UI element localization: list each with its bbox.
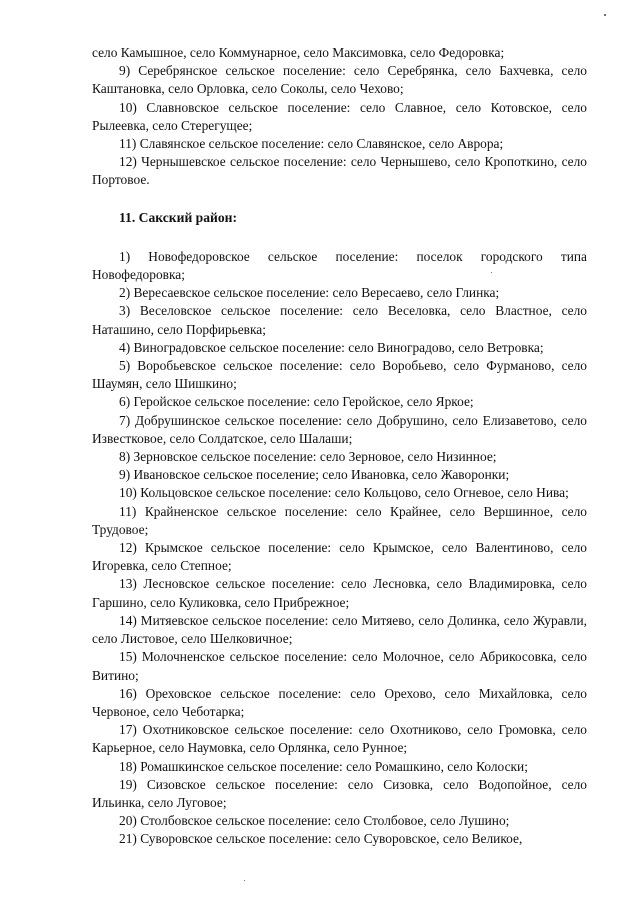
list-item: 6) Геройское сельское поселение: село Геройское, село Яркое;	[119, 394, 474, 410]
list-item: 9) Серебрянское сельское поселение: село Серебрянка, село Бахчевка, село Каштановка, село Орловка, село Соколы, село Чехово;	[92, 63, 587, 97]
list-item: 11) Славянское сельское поселение: село Славянское, село Аврора;	[119, 136, 504, 152]
list-item: 16) Ореховское сельское поселение: село Орехово, село Михайловка, село Червоное, село Чеботарка;	[92, 685, 587, 719]
list-item: 20) Столбовское сельское поселение: село Столбовое, село Лушино;	[119, 813, 510, 829]
list-item: 19) Сизовское сельское поселение: село Сизовка, село Водопойное, село Ильинка, село Луговое;	[92, 776, 587, 810]
continuation-line: село Камышное, село Коммунарное, село Максимовка, село Федоровка;	[92, 45, 505, 60]
list-item: 12) Чернышевское сельское поселение: село Чернышево, село Кропоткино, село Портовое.	[92, 154, 587, 188]
list-item: 2) Вересаевское сельское поселение: село Вересаево, село Глинка;	[119, 285, 500, 301]
list-item: 14) Митяевское сельское поселение: село Митяево, село Долинка, село Журавли, село Листовое, село Шелковичное;	[92, 612, 587, 647]
list-before-heading	[92, 62, 587, 189]
list-item: 18) Ромашкинское сельское поселение: село Ромашкино, село Колоски;	[119, 758, 528, 774]
list-item: 3) Веселовское сельское поселение: село Веселовка, село Властное, село Наташино, село Порфирьевка;	[92, 303, 587, 337]
list-item: 7) Добрушинское сельское поселение: село Добрушино, село Елизаветово, село Известковое, село Солдатское, село Шалаши;	[92, 412, 587, 446]
list-item: 8) Зерновское сельское поселение: село Зерновое, село Низинное;	[119, 449, 497, 465]
list-item: 10) Кольцовское сельское поселение: село Кольцово, село Огневое, село Нива;	[119, 485, 569, 501]
list-item: 12) Крымское сельское поселение: село Крымское, село Валентиново, село Игоревка, село Степное;	[92, 540, 587, 574]
list-item: 9) Ивановское сельское поселение; село Ивановка, село Жаворонки;	[119, 467, 510, 483]
list-item: 17) Охотниковское сельское поселение: село Охотниково, село Громовка, село Карьерное, село Наумовка, село Орлянка, село Рунное;	[92, 722, 587, 756]
list-item: 15) Молочненское сельское поселение: село Молочное, село Абрикосовка, село Витино;	[92, 649, 587, 683]
list-item: 10) Славновское сельское поселение: село Славное, село Котовское, село Рылеевка, село Стерегущее;	[92, 99, 587, 133]
list-item: 21) Суворовское сельское поселение: село Суворовское, село Великое,	[119, 831, 523, 847]
scan-speck	[604, 14, 606, 16]
list-after-heading	[92, 248, 587, 849]
section-heading: 11. Сакский район:	[119, 209, 238, 225]
list-item: 13) Лесновское сельское поселение: село Лесновка, село Владимировка, село Гаршино, село Куликовка, село Прибрежное;	[92, 576, 587, 610]
document-body	[92, 44, 587, 849]
list-item: 4) Виноградовское сельское поселение: село Виноградово, село Ветровка;	[119, 339, 544, 355]
list-item: 11) Крайненское сельское поселение: село Крайнее, село Вершинное, село Трудовое;	[92, 503, 587, 537]
list-item: 1) Новофедоровское сельское поселение: поселок городского типа Новофедоровка;	[92, 248, 587, 283]
list-item: 5) Воробьевское сельское поселение: село Воробьево, село Фурманово, село Шаумян, село Шишкино;	[92, 358, 587, 392]
scan-speck	[244, 880, 245, 881]
